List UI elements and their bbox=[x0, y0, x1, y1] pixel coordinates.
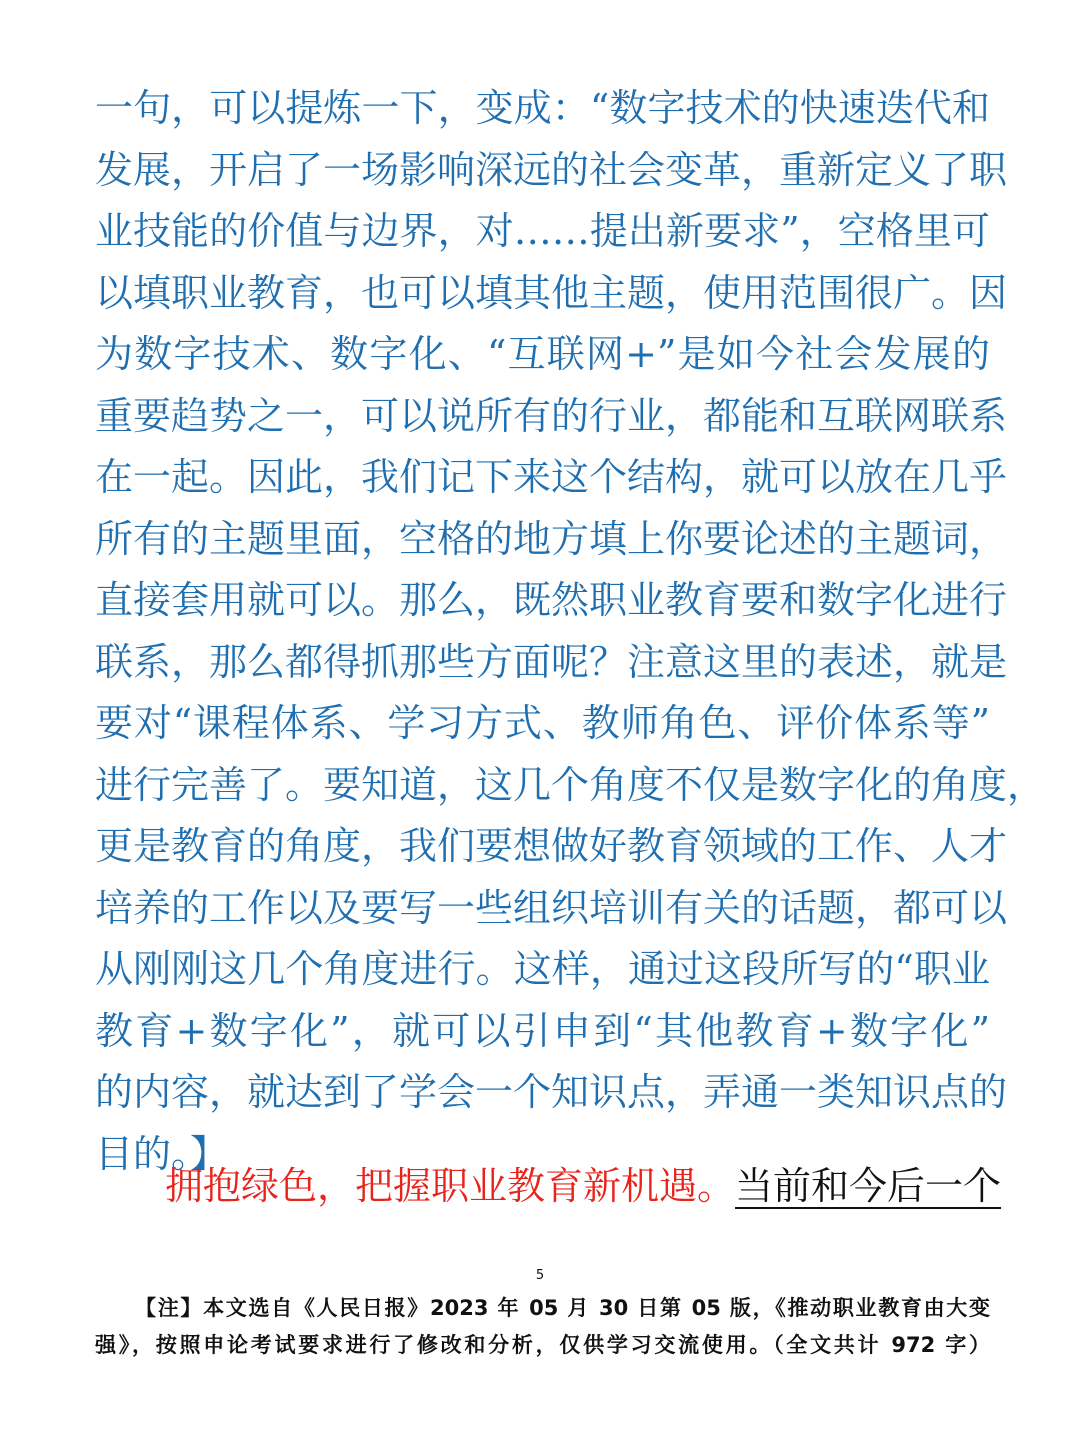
paragraph-line: 培养的工作以及要写一些组织培训有关的话题，都可以 bbox=[95, 885, 1008, 930]
paragraph-line: 重要趋势之一，可以说所有的行业，都能和互联网联系 bbox=[95, 393, 1008, 438]
footnote-line: 强》，按照申论考试要求进行了修改和分析，仅供学习交流使用。（全文共计 972 字） bbox=[95, 1333, 990, 1357]
page-number: 5 bbox=[535, 1268, 545, 1283]
paragraph-line: 业技能的价值与边界，对……提出新要求”，空格里可 bbox=[95, 209, 990, 253]
paragraph-line: 以填职业教育，也可以填其他主题，使用范围很广。因 bbox=[95, 270, 1008, 315]
paragraph-line: 要对“课程体系、学习方式、教师角色、评价体系等” bbox=[95, 701, 990, 745]
paragraph-line: 在一起。因此，我们记下来这个结构，就可以放在几乎 bbox=[95, 455, 1008, 499]
paragraph-line: 所有的主题里面，空格的地方填上你要论述的主题词， bbox=[95, 516, 1008, 561]
paragraph-line-last: 目的。】 bbox=[95, 1131, 229, 1176]
paragraph-line: 教育+数字化”，就可以引申到“其他教育+数字化” bbox=[95, 1008, 990, 1053]
source-footnote bbox=[95, 1290, 990, 1364]
paragraph-line: 直接套用就可以。那么，既然职业教育要和数字化进行 bbox=[95, 578, 1008, 622]
section-heading: 拥抱绿色，把握职业教育新机遇。 bbox=[165, 1164, 736, 1208]
paragraph-line: 进行完善了。要知道，这几个角度不仅是数字化的角度， bbox=[95, 762, 1046, 807]
next-paragraph-start bbox=[165, 1158, 1002, 1214]
paragraph-line: 更是教育的角度，我们要想做好教育领域的工作、人才 bbox=[95, 824, 1008, 868]
paragraph-line: 一句，可以提炼一下，变成：“数字技术的快速迭代和 bbox=[95, 86, 990, 130]
paragraph-line: 为数字技术、数字化、“互联网+”是如今社会发展的 bbox=[95, 332, 990, 376]
paragraph-line: 从刚刚这几个角度进行。这样，通过这段所写的“职业 bbox=[95, 947, 990, 991]
underlined-text: 当前和今后一个 bbox=[735, 1164, 1002, 1208]
paragraph-line: 发展，开启了一场影响深远的社会变革，重新定义了职 bbox=[95, 147, 1008, 192]
paragraph-line: 的内容，就达到了学会一个知识点，弄通一类知识点的 bbox=[95, 1070, 1008, 1114]
paragraph-line: 联系，那么都得抓那些方面呢？注意这里的表述，就是 bbox=[95, 639, 1008, 684]
analysis-paragraph bbox=[95, 78, 1046, 1185]
footnote-line: 【注】本文选自《人民日报》2023 年 05 月 30 日第 05 版，《推动职业教育由大变 bbox=[135, 1296, 990, 1320]
